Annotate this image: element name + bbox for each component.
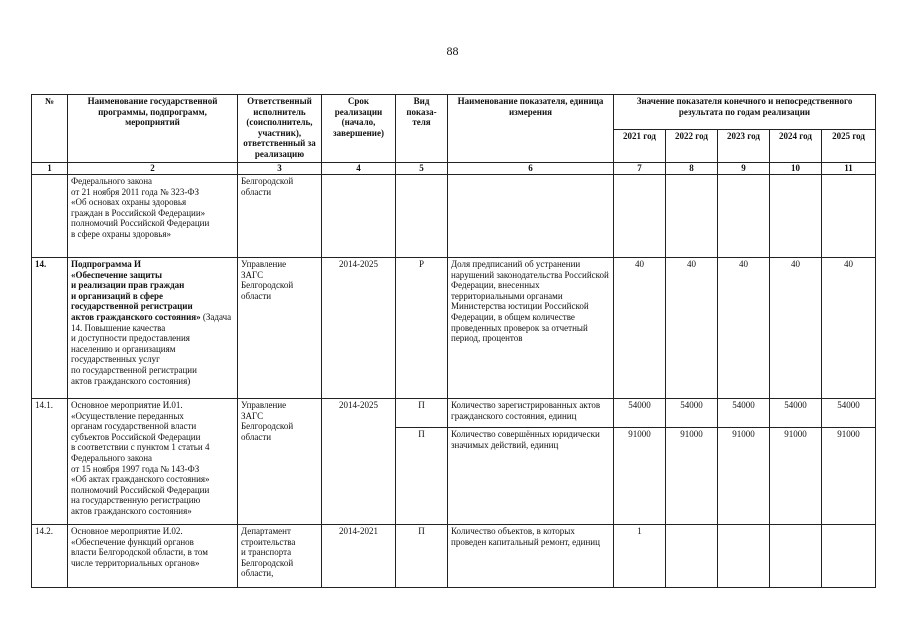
row-value: 54000 <box>718 399 770 428</box>
header-type: Вид показа-теля <box>396 95 448 163</box>
row-name: Основное мероприятие И.01. «Осуществление переданных органам государственной власти субъектов Российской Федерации в соответствии с пунктом 1 статьи 4 Федерального закона от 15 ноября 1997 года № 143-ФЗ «Об актах гражданского состояния» полномочий Российской Федерации на государственную регистрацию актов гражданского состояния» <box>68 399 238 525</box>
row-indicator <box>448 175 614 258</box>
row-term: 2014-2025 <box>322 399 396 525</box>
row-value: 91000 <box>822 428 876 525</box>
row-term: 2014-2025 <box>322 258 396 399</box>
row-value: 91000 <box>614 428 666 525</box>
row-value: 54000 <box>614 399 666 428</box>
column-number: 9 <box>718 163 770 175</box>
row-value <box>770 175 822 258</box>
subprogram-task: (Задача 14. Повышение качества и доступности предоставления населению и организациям государственных услуг по государственной регистрации актов гражданского состояния) <box>71 312 232 386</box>
row-value: 54000 <box>666 399 718 428</box>
row-value: 40 <box>822 258 876 399</box>
column-number-row <box>32 163 876 175</box>
row-type <box>396 175 448 258</box>
header-no: № <box>32 95 68 163</box>
table-row <box>32 258 876 399</box>
column-number: 3 <box>238 163 322 175</box>
row-term <box>322 175 396 258</box>
header-year: 2022 год <box>666 130 718 163</box>
row-number <box>32 175 68 258</box>
column-number: 6 <box>448 163 614 175</box>
row-value: 91000 <box>770 428 822 525</box>
header-row <box>32 95 876 130</box>
row-indicator: Количество объектов, в которых проведен капитальный ремонт, единиц <box>448 525 614 588</box>
row-value: 40 <box>770 258 822 399</box>
table-row <box>32 399 876 428</box>
row-value <box>666 525 718 588</box>
header-values: Значение показателя конечного и непосредственного результата по годам реализации <box>614 95 876 130</box>
row-value: 54000 <box>822 399 876 428</box>
row-type: П <box>396 428 448 525</box>
column-number: 10 <box>770 163 822 175</box>
row-responsible: Управление ЗАГС Белгородской области <box>238 399 322 525</box>
page-number: 88 <box>446 44 459 58</box>
row-value <box>822 525 876 588</box>
row-term: 2014-2021 <box>322 525 396 588</box>
row-value <box>614 175 666 258</box>
column-number: 7 <box>614 163 666 175</box>
header-name: Наименование государственной программы, подпрограмм, мероприятий <box>68 95 238 163</box>
row-value: 54000 <box>770 399 822 428</box>
row-number: 14. <box>32 258 68 399</box>
header-indicator: Наименование показателя, единица измерения <box>448 95 614 163</box>
row-number: 14.2. <box>32 525 68 588</box>
row-name: Основное мероприятие И.02. «Обеспечение функций органов власти Белгородской области, в том числе территориальных органов» <box>68 525 238 588</box>
row-value <box>770 525 822 588</box>
row-number: 14.1. <box>32 399 68 525</box>
row-value: 40 <box>666 258 718 399</box>
row-value <box>666 175 718 258</box>
row-responsible: Управление ЗАГС Белгородской области <box>238 258 322 399</box>
column-number: 11 <box>822 163 876 175</box>
program-table <box>31 94 876 588</box>
row-value: 91000 <box>666 428 718 525</box>
row-name: Федерального закона от 21 ноября 2011 года № 323-ФЗ «Об основах охраны здоровья граждан в Российской Федерации» полномочий Российской Федерации в сфере охраны здоровья» <box>68 175 238 258</box>
row-name <box>68 258 238 399</box>
row-responsible: Департамент строительства и транспорта Белгородской области, <box>238 525 322 588</box>
header-year: 2024 год <box>770 130 822 163</box>
header-term: Срок реализации (начало, завершение) <box>322 95 396 163</box>
row-type: Р <box>396 258 448 399</box>
row-value <box>822 175 876 258</box>
row-responsible: Белгородской области <box>238 175 322 258</box>
column-number: 1 <box>32 163 68 175</box>
row-value <box>718 525 770 588</box>
header-year: 2023 год <box>718 130 770 163</box>
row-indicator: Количество совершённых юридически значимых действий, единиц <box>448 428 614 525</box>
column-number: 4 <box>322 163 396 175</box>
column-number: 2 <box>68 163 238 175</box>
table-row <box>32 525 876 588</box>
column-number: 5 <box>396 163 448 175</box>
row-indicator: Доля предписаний об устранении нарушений законодательства Российской Федерации, внесенных территориальными органами Министерства юстиции Российской Федерации, в общем количестве проведенных проверок за отчетный период, процентов <box>448 258 614 399</box>
subprogram-title: Подпрограмма И «Обеспечение защиты и реализации прав граждан и организаций в сфере государственной регистрации актов гражданского состояния» <box>71 259 201 323</box>
row-value: 40 <box>614 258 666 399</box>
row-value: 40 <box>718 258 770 399</box>
row-value: 91000 <box>718 428 770 525</box>
header-year: 2021 год <box>614 130 666 163</box>
column-number: 8 <box>666 163 718 175</box>
row-value: 1 <box>614 525 666 588</box>
row-value <box>718 175 770 258</box>
row-type: П <box>396 399 448 428</box>
row-indicator: Количество зарегистрированных актов гражданского состояния, единиц <box>448 399 614 428</box>
table-row <box>32 175 876 258</box>
header-responsible: Ответственный исполнитель (соисполнитель, участник), ответственный за реализацию <box>238 95 322 163</box>
row-type: П <box>396 525 448 588</box>
header-year: 2025 год <box>822 130 876 163</box>
